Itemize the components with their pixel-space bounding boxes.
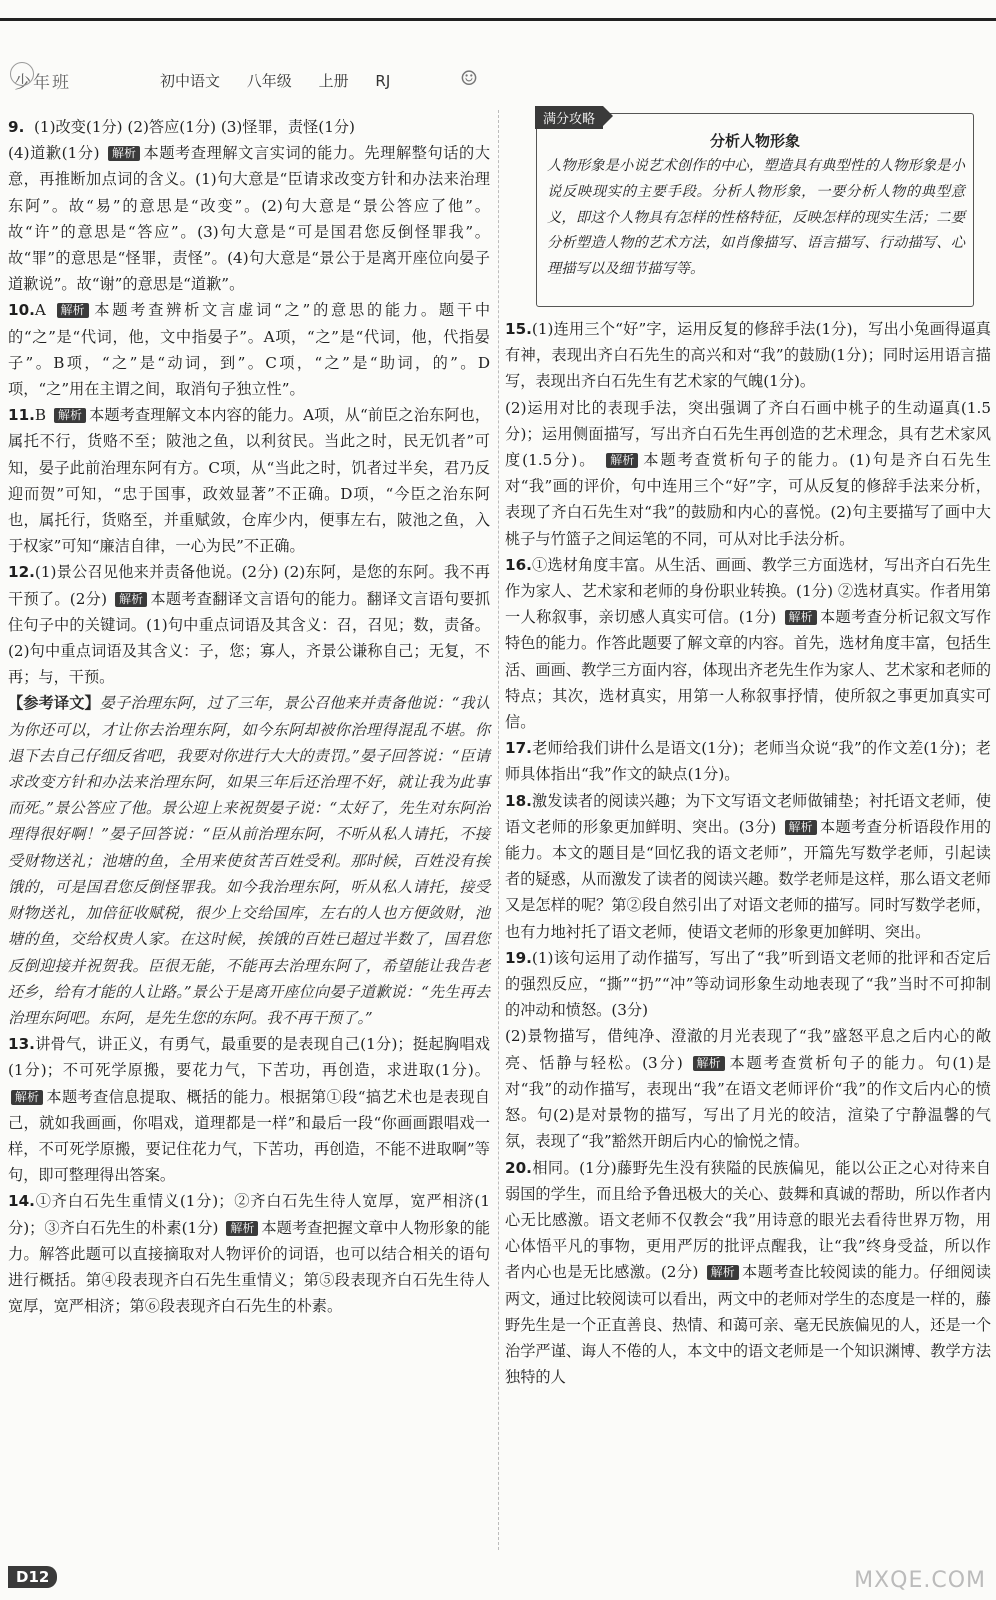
volume-label: 上册: [318, 72, 349, 90]
book-info: [160, 70, 412, 91]
tips-tag: 满分攻略: [535, 106, 603, 129]
item-number: 13.: [8, 1035, 35, 1054]
page-footer: [0, 1556, 996, 1600]
answer-item-13: [8, 1031, 490, 1188]
answer-text: 相同。(1分)藤野先生没有狭隘的民族偏见，能以公正之心对待来自弱国的学生，而且给予鲁迅极大的关心、鼓舞和真诚的帮助，所以作者内心无比感激。语文老师不仅教会“我”用诗意的眼光去看待世界万物，用心体悟平凡的事物，更用严厉的批评点醒我，让“我”终身受益，所以作者内心也是无比感激。(2分): [505, 1158, 991, 1282]
answer-item-19: [505, 945, 991, 1155]
analysis-tag: 解析: [115, 592, 147, 607]
answer-text: (2)景物描写，借纯净、澄澈的月光表现了“我”盛怒平息之后内心的敞亮、恬静与轻松。(3分): [505, 1027, 991, 1072]
analysis-tag: 解析: [606, 453, 638, 468]
analysis-text: 本题考查分析记叙文写作特色的能力。作答此题要了解文章的内容。首先，选材角度丰富，包括生活、画画、教学三方面内容，体现出齐老先生作为家人、艺术家和老师的特点；其次，选材真实，用第一人称叙事抒情，使所叙之事更加真实可信。: [505, 608, 992, 732]
left-column: [8, 114, 490, 1319]
analysis-text: 本题考查分析语段作用的能力。本文的题目是“回忆我的语文老师”，开篇先写数学老师，引起读者的疑惑，从而激发了读者的阅读兴趣。数学老师是这样，那么语文老师又是怎样的呢？第②段自然引出了对语文老师的描写。同时写数学老师，也有力地衬托了语文老师，使语文老师的形象更加鲜明、突出。: [505, 817, 992, 941]
right-column: [505, 316, 991, 1390]
analysis-text: 本题考查理解文本内容的能力。A项，从“前臣之治东阿也，属托不行，货赂不至；陂池之鱼，以利贫民。当此之时，民无饥者”可知，晏子此前治理东阿有方。C项，从“当此之时，饥者过半矣，君乃反迎而贺”可知，“忠于国事，政效显著”不正确。D项，“今臣之治东阿也，属托行，货赂至，并重赋敛，仓库少内，便事左右，陂池之鱼，入于权家”可知“廉洁自律，一心为民”不正确。: [8, 406, 491, 556]
item-number: 16.: [505, 555, 532, 574]
analysis-text: 本题考查赏析句子的能力。(1)句是齐白石先生对“我”画的评价，句中连用三个“好”字，可从反复的修辞手法来分析，表现了齐白石先生对“我”的鼓励和内心的喜悦。(2)句主要描写了画中大桃子与竹篮子之间运笔的不同，可从对比手法分析。: [505, 451, 992, 548]
item-number: 9.: [8, 118, 25, 136]
logo-circle-icon: [10, 62, 34, 86]
answer-item-17: [505, 735, 991, 787]
analysis-text: 本题考查翻译文言语句的能力。翻译文言语句要抓住句子中的关键词。(1)句中重点词语及其含义：召，召见；数，责备。(2)句中重点词语及其含义：子，您；寡人，齐景公谦称自己；无复，不再；与，干预。: [8, 589, 491, 687]
analysis-tag: 解析: [707, 1265, 739, 1280]
analysis-tag: 解析: [693, 1056, 725, 1071]
item-number: 10.: [8, 301, 35, 320]
analysis-tag: 解析: [54, 408, 86, 423]
answer-text: (4)道歉(1分): [8, 144, 100, 163]
page-header: [10, 64, 570, 104]
top-rule: [0, 18, 996, 21]
reference-translation: [8, 690, 490, 1031]
item-number: 14.: [8, 1192, 35, 1211]
answer-text: 激发读者的阅读兴趣；为下文写语文老师做铺垫；衬托语文老师，使语文老师的形象更加鲜明、突出。(3分): [505, 791, 991, 836]
answer-item-20: [505, 1155, 991, 1391]
answer-text: (1)改变(1分) (2)答应(1分) (3)怪罪，责怪(1分): [34, 118, 355, 136]
answer-text: 老师给我们讲什么是语文(1分)；老师当众说“我”的作文差(1分)；老师具体指出“我”作文的缺点(1分)。: [505, 739, 991, 784]
answer-text: (1)连用三个“好”字，运用反复的修辞手法(1分)，写出小兔画得逼真有神，表现出齐白石先生的高兴和对“我”的鼓励(1分)；同时运用语言描写，表现出齐白石先生有艺术家的气魄(1分)。: [505, 320, 991, 391]
item-number: 17.: [505, 739, 532, 758]
answer-item-12: [8, 559, 490, 690]
analysis-tag: 解析: [785, 820, 817, 835]
answer-item-18: [505, 788, 991, 945]
item-number: 18.: [505, 791, 532, 810]
translation-text: 晏子治理东阿，过了三年，景公召他来并责备他说：“我认为你还可以，才让你去治理东阿，如今东阿却被你治理得混乱不堪。你退下去自己仔细反省吧，我要对你进行大大的责罚。”晏子回答说：“臣请求改变方针和办法来治理东阿，如果三年后还治理不好，就让我为此事而死。”景公答应了他。景公迎上来祝贺晏子说：“太好了，先生对东阿治理得很好啊！”晏子回答说：“臣从前治理东阿，不听从私人请托，不接受财物送礼；池塘的鱼，全用来使贫苦百姓受利。那时候，百姓没有挨饿的，可是国君您反倒怪罪我。如今我治理东阿，听从私人请托，接受财物送礼，加倍征收赋税，很少上交给国库，左右的人也方便敛财，池塘的鱼，交给权贵人家。在这时候，挨饿的百姓已超过半数了，国君您反倒迎接并祝贺我。臣很无能，不能再去治理东阿了，希望能让我告老还乡，给有才能的人让路。”景公于是离开座位向晏子道歉说：“先生再去治理东阿吧。东阿，是先生您的东阿。我不再干预了。”: [8, 694, 491, 1027]
logo-text: 少年班: [14, 73, 71, 93]
answer-text: (1)该句运用了动作描写，写出了“我”听到语文老师的批评和否定后的强烈反应，“撕”“扔”“冲”等动词形象生动地表现了“我”当时不可抑制的冲动和愤怒。(3分): [505, 948, 991, 1020]
answer-item-15: [505, 316, 991, 552]
brand-logo: [14, 68, 71, 93]
analysis-tag: 解析: [57, 303, 89, 318]
tips-body: 人物形象是小说艺术创作的中心，塑造具有典型性的人物形象是小说反映现实的主要手段。分析人物形象，一要分析人物的典型意义，即这个人物具有怎样的性格特征，反映怎样的现实生活；二要分析塑造人物的艺术方法，如肖像描写、语言描写、行动描写、心理描写以及细节描写等。: [547, 158, 965, 278]
answer-item-16: [505, 552, 991, 735]
item-number: 15.: [505, 320, 532, 338]
translation-title: 【参考译文】: [8, 694, 100, 713]
grade-label: 八年级: [246, 72, 292, 90]
analysis-text: 本题考查理解文言实词的能力。先理解整句话的大意，再推断加点词的含义。(1)句大意是“臣请求改变方针和办法来治理东阿”。故“易”的意思是“改变”。(2)句大意是“景公答应了他”。故“许”的意思是“答应”。(3)句大意是“可是国君您反倒怪罪我”。故“罪”的意思是“怪罪，责怪”。(4)句大意是“景公于是离开座位向晏子道歉说”。故“谢”的意思是“道歉”。: [8, 144, 491, 294]
answer-text: ①齐白石先生重情义(1分)；②齐白石先生待人宽厚，宽严相济(1分)；③齐白石先生的朴素(1分): [8, 1192, 490, 1237]
analysis-tag: 解析: [11, 1090, 43, 1105]
analysis-tag: 解析: [226, 1221, 258, 1236]
answer-choice: A: [34, 301, 46, 320]
answer-item-11: [8, 402, 490, 559]
item-number: 12.: [8, 563, 35, 582]
analysis-text: 本题考查信息提取、概括的能力。根据第①段“搞艺术也是表现自己，就如我画画，你唱戏，道理都是一样”和最后一段“你画画跟唱戏一样，不可死学原搬，要记住花力气，下苦功，再创造，不能不进取啊”等句，即可整理得出答案。: [8, 1087, 490, 1185]
watermark: MXQE.COM: [854, 1568, 986, 1593]
page-number: D12: [8, 1566, 57, 1588]
tips-title: 分析人物形象: [709, 132, 800, 150]
tips-box: [536, 113, 974, 307]
column-divider: [498, 110, 500, 1550]
analysis-tag: 解析: [108, 146, 140, 161]
answer-item-10: [8, 297, 490, 402]
item-number: 11.: [8, 406, 35, 425]
answer-text: ①选材角度丰富。从生活、画画、教学三方面选材，写出齐白石先生作为家人、艺术家和老师的身份职业转换。(1分) ②选材真实。作者用第一人称叙事，亲切感人真实可信。(1分): [505, 555, 991, 627]
analysis-text: 本题考查赏析句子的能力。句(1)是对“我”的动作描写，表现出“我”在语文老师评价“我”的作文后内心的愤怒。句(2)是对景物的描写，写出了月光的皎洁，渲染了宁静温馨的气氛，表现了“我”豁然开朗后内心的愉悦之情。: [505, 1053, 992, 1151]
cartoon-doodle-icon: ☺: [460, 66, 478, 90]
analysis-text: 本题考查辨析文言虚词“之”的意思的能力。题干中的“之”是“代词，他，文中指晏子”。A项，“之”是“代词，他，代指晏子”。B项，“之”是“动词，到”。C项，“之”是“助词，的”。D项，“之”用在主谓之间，取消句子独立性”。: [8, 301, 491, 399]
subject-label: 初中语文: [160, 72, 221, 90]
analysis-text: 本题考查比较阅读的能力。仔细阅读两文，通过比较阅读可以看出，两文中的老师对学生的态度是一样的，藤野先生是一个正直善良、热情、和蔼可亲、毫无民族偏见的人，还是一个治学严谨、诲人不倦的人，本文中的语文老师是一个知识渊博、教学方法独特的人: [505, 1263, 992, 1387]
answer-text: (1)景公召见他来并责备他说。(2分) (2)东阿，是您的东阿。我不再干预了。(2分): [8, 563, 490, 608]
answer-item-14: [8, 1188, 490, 1319]
item-number: 20.: [505, 1158, 532, 1177]
answer-text: 讲骨气，讲正义，有勇气，最重要的是表现自己(1分)；挺起胸唱戏(1分)；不可死学原搬，要花力气，下苦功，再创造，求进取(1分)。: [8, 1035, 490, 1080]
item-number: 19.: [505, 948, 532, 967]
answer-item-9: [8, 114, 490, 297]
answer-text: (2)运用对比的表现手法，突出强调了齐白石画中桃子的生动逼真(1.5分)；运用侧面描写，写出齐白石先生再创造的艺术理念，具有艺术家风度(1.5分)。: [505, 398, 991, 470]
edition-label: RJ: [375, 72, 391, 90]
analysis-tag: 解析: [785, 610, 817, 625]
analysis-text: 本题考查把握文章中人物形象的能力。解答此题可以直接摘取对人物评价的词语，也可以结合相关的语句进行概括。第④段表现齐白石先生重情义；第⑤段表现齐白石先生待人宽厚，宽严相济；第⑥段表现齐白石先生的朴素。: [8, 1218, 491, 1316]
answer-choice: B: [34, 406, 47, 425]
